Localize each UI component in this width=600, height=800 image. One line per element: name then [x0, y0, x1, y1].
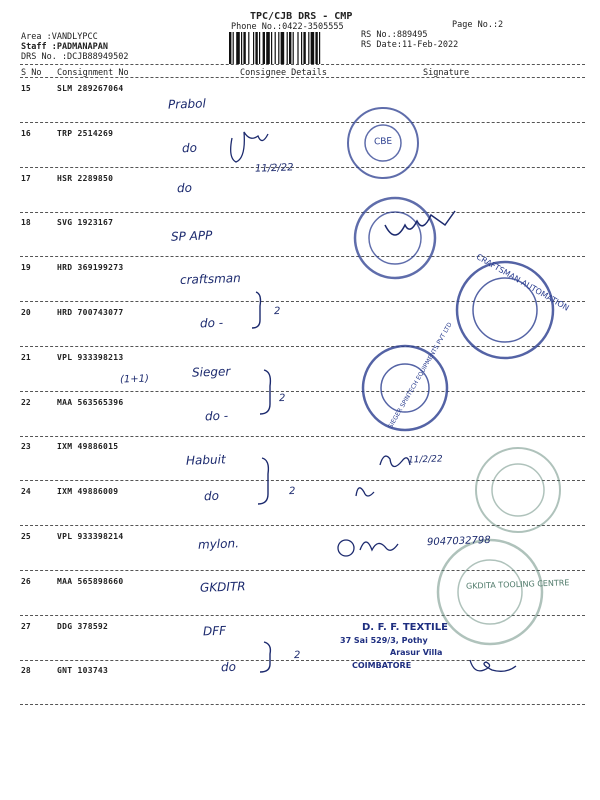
row-consignment: SLM 289267064	[57, 84, 124, 93]
rs-number: RS No.:889495	[361, 30, 428, 40]
row-consignment: MAA 565898660	[57, 576, 124, 586]
dff-stamp-line3: Arasur Villa	[390, 648, 443, 657]
rs-date: RS Date:11-Feb-2022	[361, 40, 459, 50]
row-sno: 21	[21, 352, 31, 362]
col-consignee: Consignee Details	[240, 68, 327, 78]
row-sno: 23	[21, 442, 31, 452]
row-sno: 15	[21, 84, 31, 93]
phone-number: Phone No.:0422-3505555	[231, 22, 344, 32]
hw-15: Prabol	[167, 96, 207, 112]
row-consignment: VPL 933398213	[57, 352, 124, 362]
row-sno: 24	[21, 487, 31, 497]
col-signature: Signature	[423, 68, 470, 78]
hw-22: do -	[204, 408, 229, 424]
bracket-22	[260, 370, 270, 414]
drs-number: DRS No. :DCJB88949502	[21, 52, 129, 62]
sieger-stamp	[363, 346, 447, 430]
hw-date-24: 11/2/22	[407, 454, 443, 466]
row-sno: 27	[21, 621, 31, 631]
row-sno: 26	[21, 576, 31, 586]
bracket-24	[258, 458, 268, 504]
bracket-28	[260, 642, 270, 672]
hw-26: GKDITR	[199, 579, 246, 595]
col-consignment: Consignment No	[57, 68, 129, 78]
stamp-cbe-text: CBE	[373, 136, 393, 148]
row-consignment: MAA 563565396	[57, 397, 124, 407]
row-consignment: DDG 378592	[57, 621, 109, 631]
col-sno: S No	[21, 68, 42, 78]
row-consignment: SVG 1923167	[57, 218, 114, 228]
row-consignment: HRD 369199273	[57, 263, 124, 273]
row-sno: 28	[21, 666, 31, 676]
signature-24	[356, 456, 410, 496]
area-label: Area :VANDLYPCC	[21, 32, 98, 42]
hw-19: craftsman	[179, 270, 241, 288]
gkdita-stamp	[438, 540, 542, 644]
hw-27: DFF	[202, 623, 227, 639]
hw-25: mylon.	[197, 536, 240, 552]
hw-17: do	[176, 180, 193, 196]
hw-16: do	[181, 140, 198, 156]
dff-stamp-line1: D. F. F. TEXTILE	[362, 622, 448, 633]
row-consignment: HRD 700743077	[57, 308, 124, 317]
row-consignment: GNT 103743	[57, 666, 109, 676]
staff-label: Staff :PADMANAPAN	[21, 42, 108, 52]
hw-20: do -	[199, 315, 224, 331]
hw-21a: (1+1)	[119, 373, 150, 386]
signature-16	[231, 132, 268, 162]
bracket-20	[252, 292, 261, 328]
row-consignment: VPL 933398214	[57, 532, 124, 541]
signature-25	[338, 540, 398, 556]
row-sno: 19	[21, 263, 31, 273]
spapp-stamp	[355, 198, 435, 278]
row-sno: 22	[21, 397, 31, 407]
hw-28-two: 2	[293, 649, 301, 662]
hw-24: do	[203, 488, 220, 504]
document-title: TPC/CJB DRS - CMP	[250, 11, 353, 22]
stamp-craftsman-text: CRAFTSMAN AUTOMATION	[474, 252, 571, 313]
hw-24-two: 2	[288, 485, 296, 498]
row-consignment: IXM 49886015	[57, 442, 119, 452]
row-consignment: IXM 49886009	[57, 487, 119, 497]
habuit-stamp	[476, 448, 560, 532]
row-consignment: HSR 2289850	[57, 173, 114, 183]
row-sno: 25	[21, 532, 31, 541]
row-sno: 16	[21, 128, 31, 138]
signature-28	[470, 660, 516, 671]
dff-stamp-line4: COIMBATORE	[352, 661, 412, 670]
row-sno: 20	[21, 308, 31, 317]
stamp-gkdita-text: GKDITA TOOLING CENTRE	[465, 578, 570, 591]
row-sno: 18	[21, 218, 31, 228]
row-sno: 17	[21, 173, 31, 183]
page-number: Page No.:2	[452, 20, 504, 30]
hw-21b: Sieger	[191, 364, 231, 380]
hw-phone-25: 9047032798	[426, 534, 491, 549]
hw-22-two: 2	[278, 392, 286, 405]
stamp-sieger-text: SIEGER SPINTECH EQUIPMENTS PVT LTD	[387, 321, 454, 430]
hw-28: do	[220, 659, 237, 675]
hw-23: Habuit	[185, 452, 226, 468]
hw-date-16: 11/2/22	[254, 162, 294, 175]
hw-18: SP APP	[170, 228, 213, 244]
dff-stamp-line2: 37 Sai 529/3, Pothy	[340, 636, 428, 645]
row-consignment: TRP 2514269	[57, 128, 114, 138]
hw-20-two: 2	[273, 305, 281, 318]
